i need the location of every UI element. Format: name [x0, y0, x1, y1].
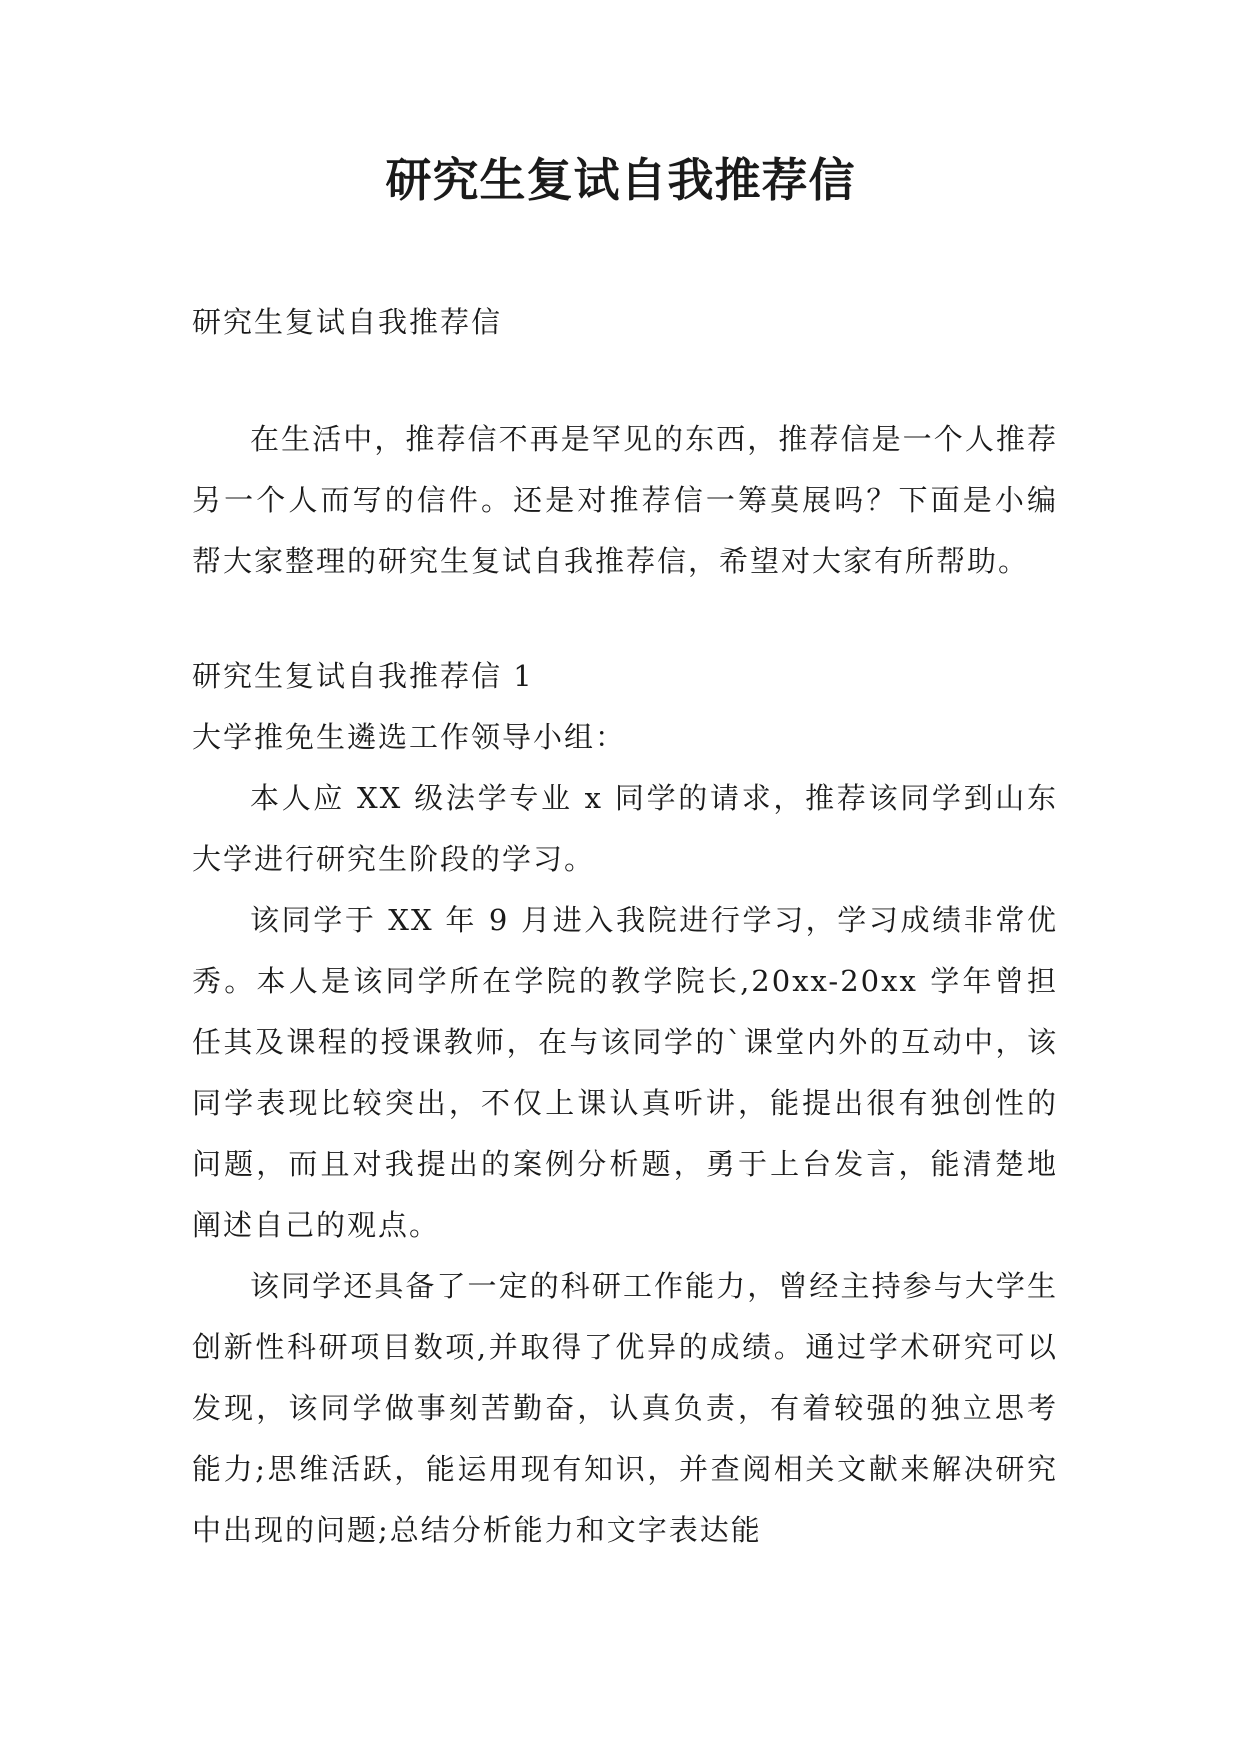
section-heading: 研究生复试自我推荐信 1: [192, 659, 534, 693]
spacer: [192, 592, 1058, 646]
salutation: 大学推免生遴选工作领导小组：: [192, 720, 627, 754]
subtitle: 研究生复试自我推荐信: [192, 305, 503, 339]
spacer: [192, 353, 1058, 409]
document-body: [192, 292, 1058, 1561]
document-title: 研究生复试自我推荐信: [385, 153, 856, 207]
body-paragraph: 该同学还具备了一定的科研工作能力，曾经主持参与大学生创新性科研项目数项,并取得了优异的成绩。通过学术研究可以发现，该同学做事刻苦勤奋，认真负责，有着较强的独立思考能力;思维活跃，能运用现有知识，并查阅相关文献来解决研究中出现的问题;总结分析能力和文字表达能: [192, 1269, 1058, 1547]
body-paragraph: 该同学于 XX 年 9 月进入我院进行学习，学习成绩非常优秀。本人是该同学所在学院的教学院长,20xx-20xx 学年曾担任其及课程的授课教师，在与该同学的`课堂内外的互动中，该同学表现比较突出，不仅上课认真听讲，能提出很有独创性的问题，而且对我提出的案例分析题，勇于上台发言，能清楚地阐述自己的观点。: [192, 903, 1058, 1242]
intro-paragraph: 在生活中，推荐信不再是罕见的东西，推荐信是一个人推荐另一个人而写的信件。还是对推荐信一筹莫展吗？下面是小编帮大家整理的研究生复试自我推荐信，希望对大家有所帮助。: [192, 422, 1058, 578]
body-paragraph: 本人应 XX 级法学专业 x 同学的请求，推荐该同学到山东大学进行研究生阶段的学习。: [192, 781, 1058, 876]
